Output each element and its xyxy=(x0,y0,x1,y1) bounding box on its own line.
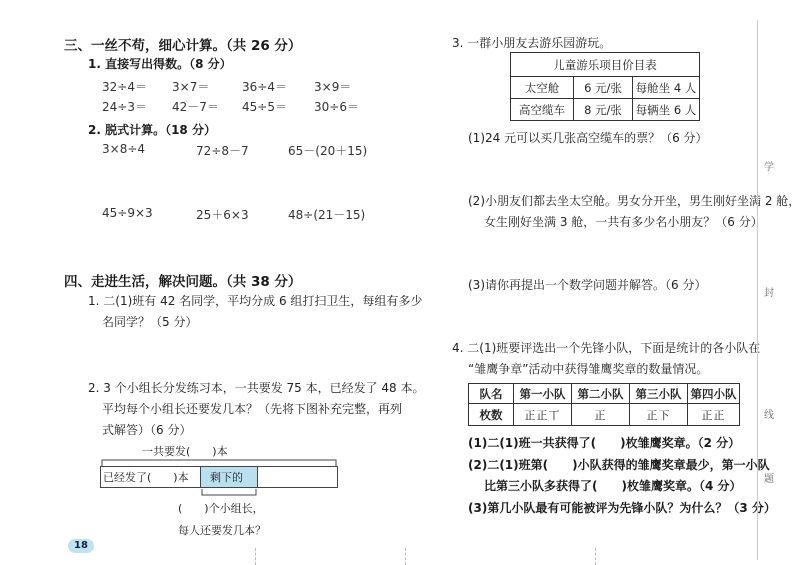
margin-mark: 封 xyxy=(764,288,774,299)
badge-table-header: 第一小队 xyxy=(514,384,572,404)
mental-math-item: 3×7＝ xyxy=(172,80,210,94)
expression-item: 25＋6×3 xyxy=(196,208,249,222)
s4-q1-line1: 1. 二(1)班有 42 名同学，平均分成 6 组打扫卫生，每组有多少 xyxy=(88,294,423,308)
badge-table-header: 第三小队 xyxy=(630,384,688,404)
badge-table-row-label: 枚数 xyxy=(469,404,514,426)
q3-sub3: (3)请你再提出一个数学问题并解答。（6 分） xyxy=(468,278,707,292)
section-3-title: 三、一丝不苟，细心计算。（共 26 分） xyxy=(64,38,302,54)
binding-line xyxy=(757,20,758,560)
mental-math-item: 32÷4＝ xyxy=(102,80,147,94)
price-table-cell: 每辆坐 6 人 xyxy=(633,99,700,121)
badge-table xyxy=(468,383,740,426)
q4-sub2-line2: 比第三小队多获得了( )枚雏鹰奖章。（4 分） xyxy=(484,479,742,493)
q4-sub2-line1: (2)二(1)班第( )小队获得的雏鹰奖章最少，第一小队 xyxy=(468,458,770,472)
fold-line xyxy=(595,548,596,565)
expression-item: 48÷(21－15) xyxy=(288,208,366,222)
expression-item: 72÷8－7 xyxy=(196,144,249,158)
s4-q2-line1: 2. 3 个小组长分发练习本，一共要发 75 本，已经发了 48 本。 xyxy=(88,381,425,395)
q3-intro: 3. 一群小朋友去游乐园游玩。 xyxy=(452,36,612,50)
mental-math-item: 3×9＝ xyxy=(314,80,352,94)
diagram-groups-label: ( )个小组长， xyxy=(178,502,264,515)
q3-sub2-line1: (2)小朋友们都去坐太空舱。男女分开坐，男生刚好坐满 2 舱， xyxy=(468,194,800,208)
q3-sub2-line2: 女生刚好坐满 3 舱，一共有多少名小朋友？（6 分） xyxy=(484,215,763,229)
price-table-caption: 儿童游乐项目价目表 xyxy=(511,53,700,77)
s4-q1-line2: 名同学？（5 分） xyxy=(102,315,198,329)
diagram-ask-label: 每人还要发几本？ xyxy=(178,524,266,537)
mental-math-item: 42－7＝ xyxy=(172,100,219,114)
s4-q2-line3: 式解答）（6 分） xyxy=(102,423,192,437)
q4-line1: 4. 二(1)班要评选出一个先锋小队，下面是统计的各小队在 xyxy=(452,341,761,355)
mental-math-item: 36÷4＝ xyxy=(242,80,287,94)
fold-line xyxy=(405,548,406,565)
q3-sub1: (1)24 元可以买几张高空缆车的票？（6 分） xyxy=(468,131,708,145)
price-table xyxy=(510,52,700,121)
badge-table-header: 第四小队 xyxy=(688,384,740,404)
expression-item: 3×8÷4 xyxy=(102,142,146,156)
tally-cell: 正正丅 xyxy=(514,404,572,426)
section-3-q2-label: 2. 脱式计算。（18 分） xyxy=(88,123,216,137)
page-number: 18 xyxy=(68,539,94,553)
diagram-arrow-down xyxy=(200,487,258,499)
mental-math-item: 45÷5＝ xyxy=(242,100,287,114)
price-table-cell: 高空缆车 xyxy=(511,99,574,121)
diagram-given-label: 已经发了( )本 xyxy=(103,471,189,484)
s4-q2-line2: 平均每个小组长还要发几本？（先将下图补充完整，再列 xyxy=(102,402,403,416)
expression-item: 45÷9×3 xyxy=(102,206,153,220)
mental-math-item: 24÷3＝ xyxy=(102,100,147,114)
price-table-cell: 6 元/张 xyxy=(574,77,633,99)
q4-sub3: (3)第几小队最有可能被评为先锋小队？为什么？（3 分） xyxy=(468,501,776,515)
price-table-cell: 8 元/张 xyxy=(574,99,633,121)
q4-sub1: (1)二(1)班一共获得了( )枚雏鹰奖章。（2 分） xyxy=(468,436,741,450)
margin-mark: 线 xyxy=(764,410,774,421)
tally-cell: 正下 xyxy=(630,404,688,426)
expression-item: 65－(20＋15) xyxy=(288,144,368,158)
badge-table-header: 队名 xyxy=(469,384,514,404)
q4-line2: “雏鹰争章”活动中获得雏鹰奖章的数量情况。 xyxy=(468,362,709,376)
section-3-q1-label: 1. 直接写出得数。（8 分） xyxy=(88,57,232,71)
diagram-remain-label: 剩下的 xyxy=(210,471,243,484)
price-table-cell: 太空舱 xyxy=(511,77,574,99)
diagram-total-label: 一共要发( )本 xyxy=(142,445,228,458)
margin-mark: 学 xyxy=(764,162,774,173)
tally-cell: 正 xyxy=(572,404,630,426)
price-table-cell: 每舱坐 4 人 xyxy=(633,77,700,99)
badge-table-header: 第二小队 xyxy=(572,384,630,404)
margin-mark: 题 xyxy=(764,474,774,485)
mental-math-item: 30÷6＝ xyxy=(314,100,359,114)
tally-cell: 正正 xyxy=(688,404,740,426)
fold-line xyxy=(255,548,256,565)
section-4-title: 四、走进生活，解决问题。（共 38 分） xyxy=(64,274,302,290)
